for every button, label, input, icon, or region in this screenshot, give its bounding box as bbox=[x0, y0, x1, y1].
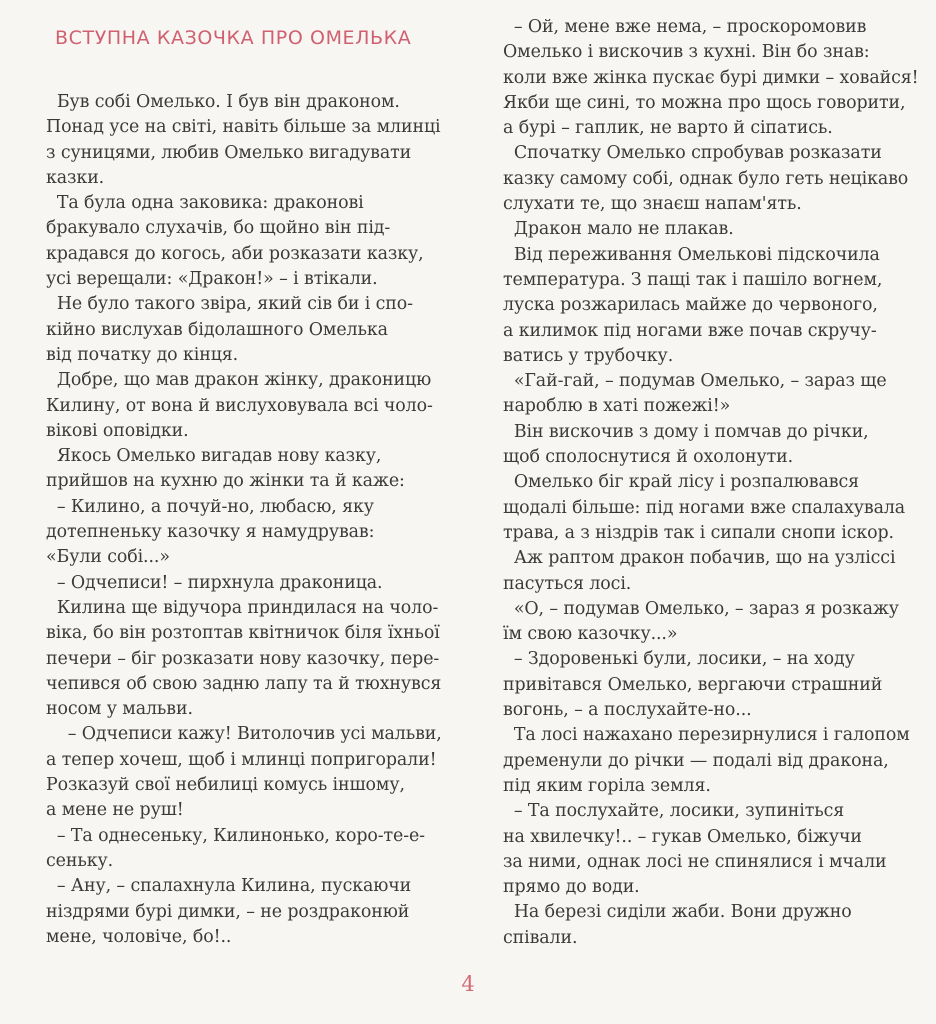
text-line: прямо до води. bbox=[503, 877, 640, 898]
text-line: коли вже жінка пускає бурі димки – ховайся! bbox=[503, 67, 919, 88]
text-line: ніздрями бурі димки, – не роздраконюй bbox=[46, 901, 410, 922]
text-line: – Одчеписи кажу! Витолочив усі мальви, bbox=[46, 724, 442, 745]
text-line: – Та послухайте, лосики, зупиніться bbox=[503, 801, 845, 822]
text-line: нароблю в хаті пожежі!» bbox=[503, 396, 731, 417]
text-line: віка, бо він розтоптав квітничок біля їхньої bbox=[46, 623, 440, 644]
text-line: щоб сполоснутися й охолонути. bbox=[503, 447, 794, 468]
text-line: – Одчеписи! – пирхнула драконица. bbox=[46, 572, 383, 593]
text-line: казки. bbox=[46, 167, 105, 188]
text-line: Понад усе на світі, навіть більше за млинці bbox=[46, 117, 441, 138]
text-line: – Килино, а почуй-но, любасю, яку bbox=[46, 496, 374, 517]
text-line: на хвилечку!.. – гукав Омелько, біжучи bbox=[503, 826, 862, 847]
text-line: печери – біг розказати нову казочку, пере- bbox=[46, 648, 440, 669]
text-line: а бурі – гаплик, не варто й сіпатись. bbox=[503, 118, 833, 139]
text-line: – Та однесеньку, Килинонько, коро-те-е- bbox=[46, 825, 425, 846]
text-line: слухати те, що знаєш напам'ять. bbox=[503, 194, 802, 215]
text-line: за ними, однак лосі не спинялися і мчали bbox=[503, 851, 887, 872]
text-line: На березі сиділи жаби. Вони дружно bbox=[503, 902, 852, 923]
text-line: Якось Омелько вигадав нову казку, bbox=[46, 446, 382, 467]
text-line: з суницями, любив Омелько вигадувати bbox=[46, 142, 412, 163]
text-line: Омелько і вискочив з кухні. Він бо знав: bbox=[503, 42, 870, 63]
text-line: пасуться лосі. bbox=[503, 573, 632, 594]
text-line: щодалі більше: під ногами вже спалахувала bbox=[503, 497, 906, 518]
text-line: Він вискочив з дому і помчав до річки, bbox=[503, 421, 869, 442]
text-line: а килимок під ногами вже почав скручу- bbox=[503, 320, 877, 341]
text-line: усі верещали: «Дракон!» – і втікали. bbox=[46, 269, 378, 290]
text-line: Не було такого звіра, який сів би і спо- bbox=[46, 294, 413, 315]
text-line: «О, – подумав Омелько, – зараз я розкажу bbox=[503, 598, 899, 619]
text-line: бракувало слухачів, бо щойно він під- bbox=[46, 218, 391, 239]
chapter-title: ВСТУПНА КАЗОЧКА ПРО ОМЕЛЬКА bbox=[55, 27, 412, 49]
text-line: вогонь, – а послухайте-но... bbox=[503, 700, 752, 721]
text-line: сеньку. bbox=[46, 850, 114, 871]
text-line: «Були собі...» bbox=[46, 547, 170, 568]
text-line: «Гай-гай, – подумав Омелько, – зараз ще bbox=[503, 371, 887, 392]
text-line: дременули до річки — подалі від дракона, bbox=[503, 750, 889, 771]
right-text-column bbox=[503, 15, 929, 951]
text-line: – Здоровенькі були, лосики, – на ходу bbox=[503, 649, 855, 670]
page-number: 4 bbox=[461, 972, 475, 996]
text-line: – Ану, – спалахнула Килина, пускаючи bbox=[46, 876, 412, 897]
text-line: а тепер хочеш, щоб і млинці попригорали! bbox=[46, 749, 437, 770]
text-line: Килина ще відучора приндилася на чоло- bbox=[46, 597, 439, 618]
text-line: температура. З пащі так і пашіло вогнем, bbox=[503, 269, 883, 290]
text-line: Аж раптом дракон побачив, що на узліссі bbox=[503, 548, 896, 569]
text-line: ватись у трубочку. bbox=[503, 345, 674, 366]
text-line: Був собі Омелько. І був він драконом. bbox=[46, 92, 400, 112]
text-line: Якби ще сині, то можна про щось говорити, bbox=[503, 92, 906, 113]
text-line: під яким горіла земля. bbox=[503, 775, 711, 796]
text-line: Розказуй свої небилиці комусь іншому, bbox=[46, 775, 405, 796]
text-line: Спочатку Омелько спробував розказати bbox=[503, 143, 882, 164]
text-line: – Ой, мене вже нема, – проскоромовив bbox=[503, 17, 867, 37]
text-line: Та була одна заковика: драконові bbox=[46, 193, 364, 214]
text-line: Килину, от вона й вислуховувала всі чоло- bbox=[46, 395, 433, 416]
left-text-column bbox=[46, 90, 466, 950]
text-line: чепився об свою задню лапу та й тюхнувся bbox=[46, 673, 442, 694]
text-line: Та лосі нажахано перезирнулися і галопом bbox=[503, 725, 910, 746]
text-line: Добре, що мав дракон жінку, драконицю bbox=[46, 370, 432, 391]
text-line: дотепненьку казочку я намудрував: bbox=[46, 522, 375, 543]
text-line: мене, чоловіче, бо!.. bbox=[46, 926, 232, 947]
text-line: Від переживання Омелькові підскочила bbox=[503, 244, 880, 265]
text-line: луска розжарилась майже до червоного, bbox=[503, 295, 878, 316]
text-line: трава, а з ніздрів так і сипали снопи іскор. bbox=[503, 522, 894, 543]
text-line: їм свою казочку...» bbox=[503, 624, 678, 645]
text-line: казку самому собі, однак було геть нецікаво bbox=[503, 168, 909, 189]
text-line: носом у мальви. bbox=[46, 699, 193, 720]
text-line: крадався до когось, аби розказати казку, bbox=[46, 243, 424, 264]
text-line: Омелько біг край лісу і розпалювався bbox=[503, 472, 859, 493]
text-line: Дракон мало не плакав. bbox=[503, 219, 734, 240]
text-line: кійно вислухав бідолашного Омелька bbox=[46, 319, 388, 340]
text-line: співали. bbox=[503, 927, 578, 948]
text-line: від початку до кінця. bbox=[46, 344, 239, 365]
text-line: вікові оповідки. bbox=[46, 420, 189, 441]
text-line: а мене не руш! bbox=[46, 800, 184, 821]
text-line: привітався Омелько, вергаючи страшний bbox=[503, 674, 883, 695]
text-line: прийшов на кухню до жінки та й каже: bbox=[46, 471, 405, 492]
